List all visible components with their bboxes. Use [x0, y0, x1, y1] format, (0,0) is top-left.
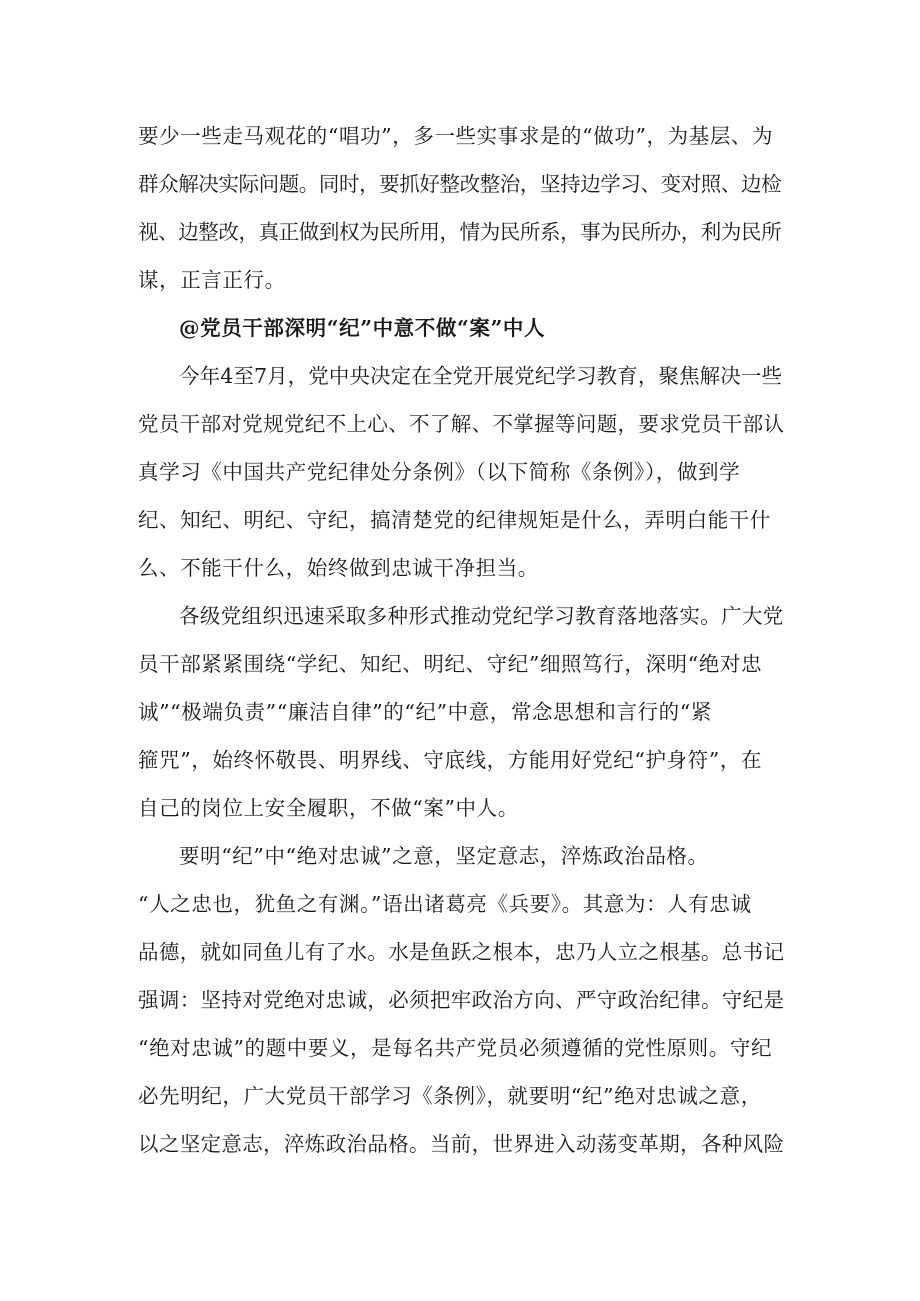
text-line: 么、不能干什么，始终做到忠诚干净担当。	[138, 556, 539, 580]
text-line: 要少一些走马观花的“唱功”，多一些实事求是的“做功”，为基层、为	[138, 124, 774, 148]
text-line: 各级党组织迅速采取多种形式推动党纪学习教育落地落实。广大党	[179, 604, 784, 628]
text-line: “绝对忠诚”的题中要义，是每名共产党员必须遵循的党性原则。守纪	[138, 1036, 773, 1060]
text-line: 必先明纪，广大党员干部学习《条例》，就要明“纪”绝对忠诚之意，	[138, 1084, 762, 1108]
text-line: 纪、知纪、明纪、守纪，搞清楚党的纪律规矩是什么，弄明白能干什	[138, 508, 771, 532]
text-line: 以之坚定意志，淬炼政治品格。当前，世界进入动荡变革期，各种风险	[138, 1132, 785, 1156]
text-line: 要明“纪”中“绝对忠诚”之意，坚定意志，淬炼政治品格。	[179, 844, 709, 868]
text-line: 群众解决实际问题。同时，要抓好整改整治，坚持边学习、变对照、边检	[138, 172, 782, 196]
text-line: 强调：坚持对党绝对忠诚，必须把牢政治方向、严守政治纪律。守纪是	[138, 988, 785, 1012]
section-heading: @党员干部深明“纪”中意不做“案”中人	[179, 316, 546, 340]
document-body	[138, 112, 788, 1168]
text-line: 谋，正言正行。	[138, 268, 286, 292]
text-line: 党员干部对党规党纪不上心、不了解、不掌握等问题，要求党员干部认	[138, 412, 785, 436]
text-line: 员干部紧紧围绕“学纪、知纪、明纪、守纪”细照笃行，深明“绝对忠	[138, 652, 763, 676]
text-line: 真学习《中国共产党纪律处分条例》（以下简称《条例》），做到学	[138, 460, 741, 484]
text-line: 品德，就如同鱼儿有了水。水是鱼跃之根本，忠乃人立之根基。总书记	[138, 940, 785, 964]
text-line: 箍咒”，始终怀敬畏、明界线、守底线，方能用好党纪“护身符”，在	[138, 748, 763, 772]
text-line: 视、边整改，真正做到权为民所用，情为民所系，事为民所办，利为民所	[138, 220, 782, 244]
text-line: “人之忠也，犹鱼之有渊。”语出诸葛亮《兵要》。其意为：人有忠诚	[138, 892, 752, 916]
text-line: 今年4至7月，党中央决定在全党开展党纪学习教育，聚焦解决一些	[179, 364, 783, 388]
text-line: 诚”“极端负责”“廉洁自律”的“纪”中意，常念思想和言行的“紧	[138, 700, 712, 724]
text-line: 自己的岗位上安全履职，不做“案”中人。	[138, 796, 519, 820]
